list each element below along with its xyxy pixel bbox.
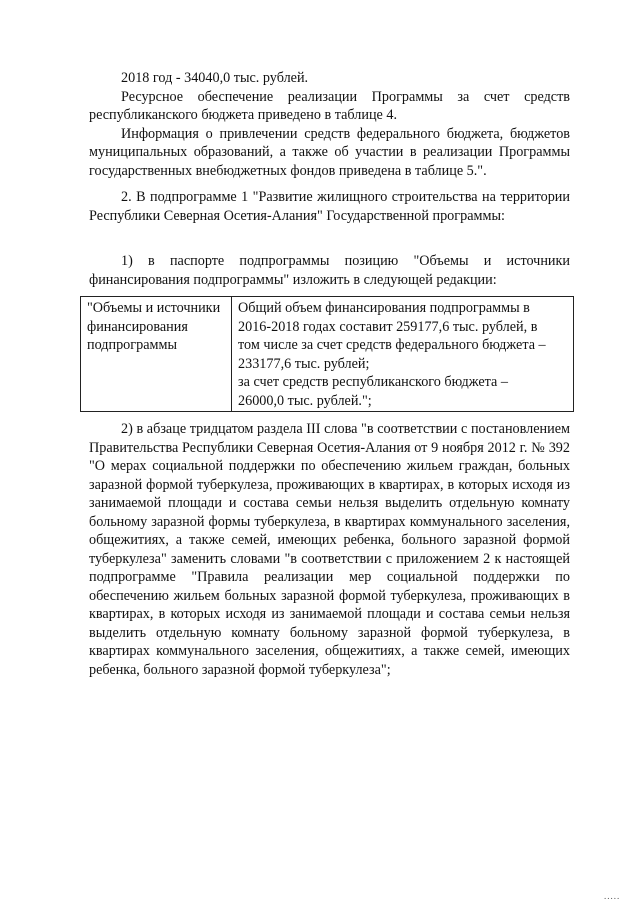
table-label-line: "Объемы и источники (87, 300, 221, 316)
table-value-line: 233177,6 тыс. рублей; (238, 355, 370, 372)
table-value-line: 26000,0 тыс. рублей."; (238, 392, 372, 409)
table-value-line: том числе за счет средств федерального бюджета – (238, 337, 546, 353)
paragraph-subprogram-1: 2. В подпрограмме 1 "Развитие жилищного строительства на территории Республики Северная Осетия-Алания" Государственной программы: (89, 189, 570, 224)
text-block-section-iii (89, 420, 570, 679)
paragraph-passport-edit: 1) в паспорте подпрограммы позицию "Объемы и источники финансирования подпрограммы" изложить в следующей редакции: (89, 253, 570, 288)
table-cell-label (81, 297, 232, 412)
table-cell-value (232, 297, 574, 412)
text-block-funding (89, 69, 570, 180)
paragraph-federal-info: Информация о привлечении средств федерального бюджета, бюджетов муниципальных образований, а также об участии в реализации Программы государственных внебюджетных фондов приведена в таблице 5.". (89, 125, 570, 179)
footer-mark: ..... (604, 891, 621, 901)
table-label-line: финансирования (87, 318, 188, 335)
table-label-line: подпрограммы (87, 337, 177, 353)
funding-table (80, 296, 574, 412)
table-row (81, 297, 574, 412)
table-value-line: 2016-2018 годах составит 259177,6 тыс. рублей, в (238, 318, 538, 335)
paragraph-2018-amount: 2018 год - 34040,0 тыс. рублей. (121, 70, 309, 86)
table-value-line: за счет средств республиканского бюджета – (238, 374, 508, 390)
paragraph-section-iii-edit: 2) в абзаце тридцатом раздела III слова "в соответствии с постановлением Правительства Республики Северная Осетия-Алания от 9 ноября 2012 г. № 392 "О мерах социальной поддержки по обеспечению жильем граждан, больных заразной формой туберкулеза, проживающих в квартирах, в которых исходя из занимаемой площади и состава семьи нельзя выделить отдельную комнату больному заразной формы туберкулеза, в квартирах коммунального заселения, общежитиях, а также семей, имеющих ребенка, больного заразной формой туберкулеза" заменить словами "в соответствии с приложением 2 к настоящей подпрограмме "Правила реализации мер социальной поддержки по обеспечению жильем больных заразной формой туберкулеза, проживающих в квартирах, в которых исходя из занимаемой площади и состава семьи нельзя выделить отдельную комнату больному заразной формой туберкулеза, в квартирах коммунального заселения, общежитиях, а также семей, имеющих ребенка, больного заразной формой туберкулеза"; (89, 421, 570, 678)
text-block-subprogram (89, 188, 570, 225)
text-block-passport (89, 252, 570, 289)
table-value-line: Общий объем финансирования подпрограммы в (238, 300, 530, 316)
paragraph-resource-support: Ресурсное обеспечение реализации Программы за счет средств республиканского бюджета приведено в таблице 4. (89, 88, 570, 123)
